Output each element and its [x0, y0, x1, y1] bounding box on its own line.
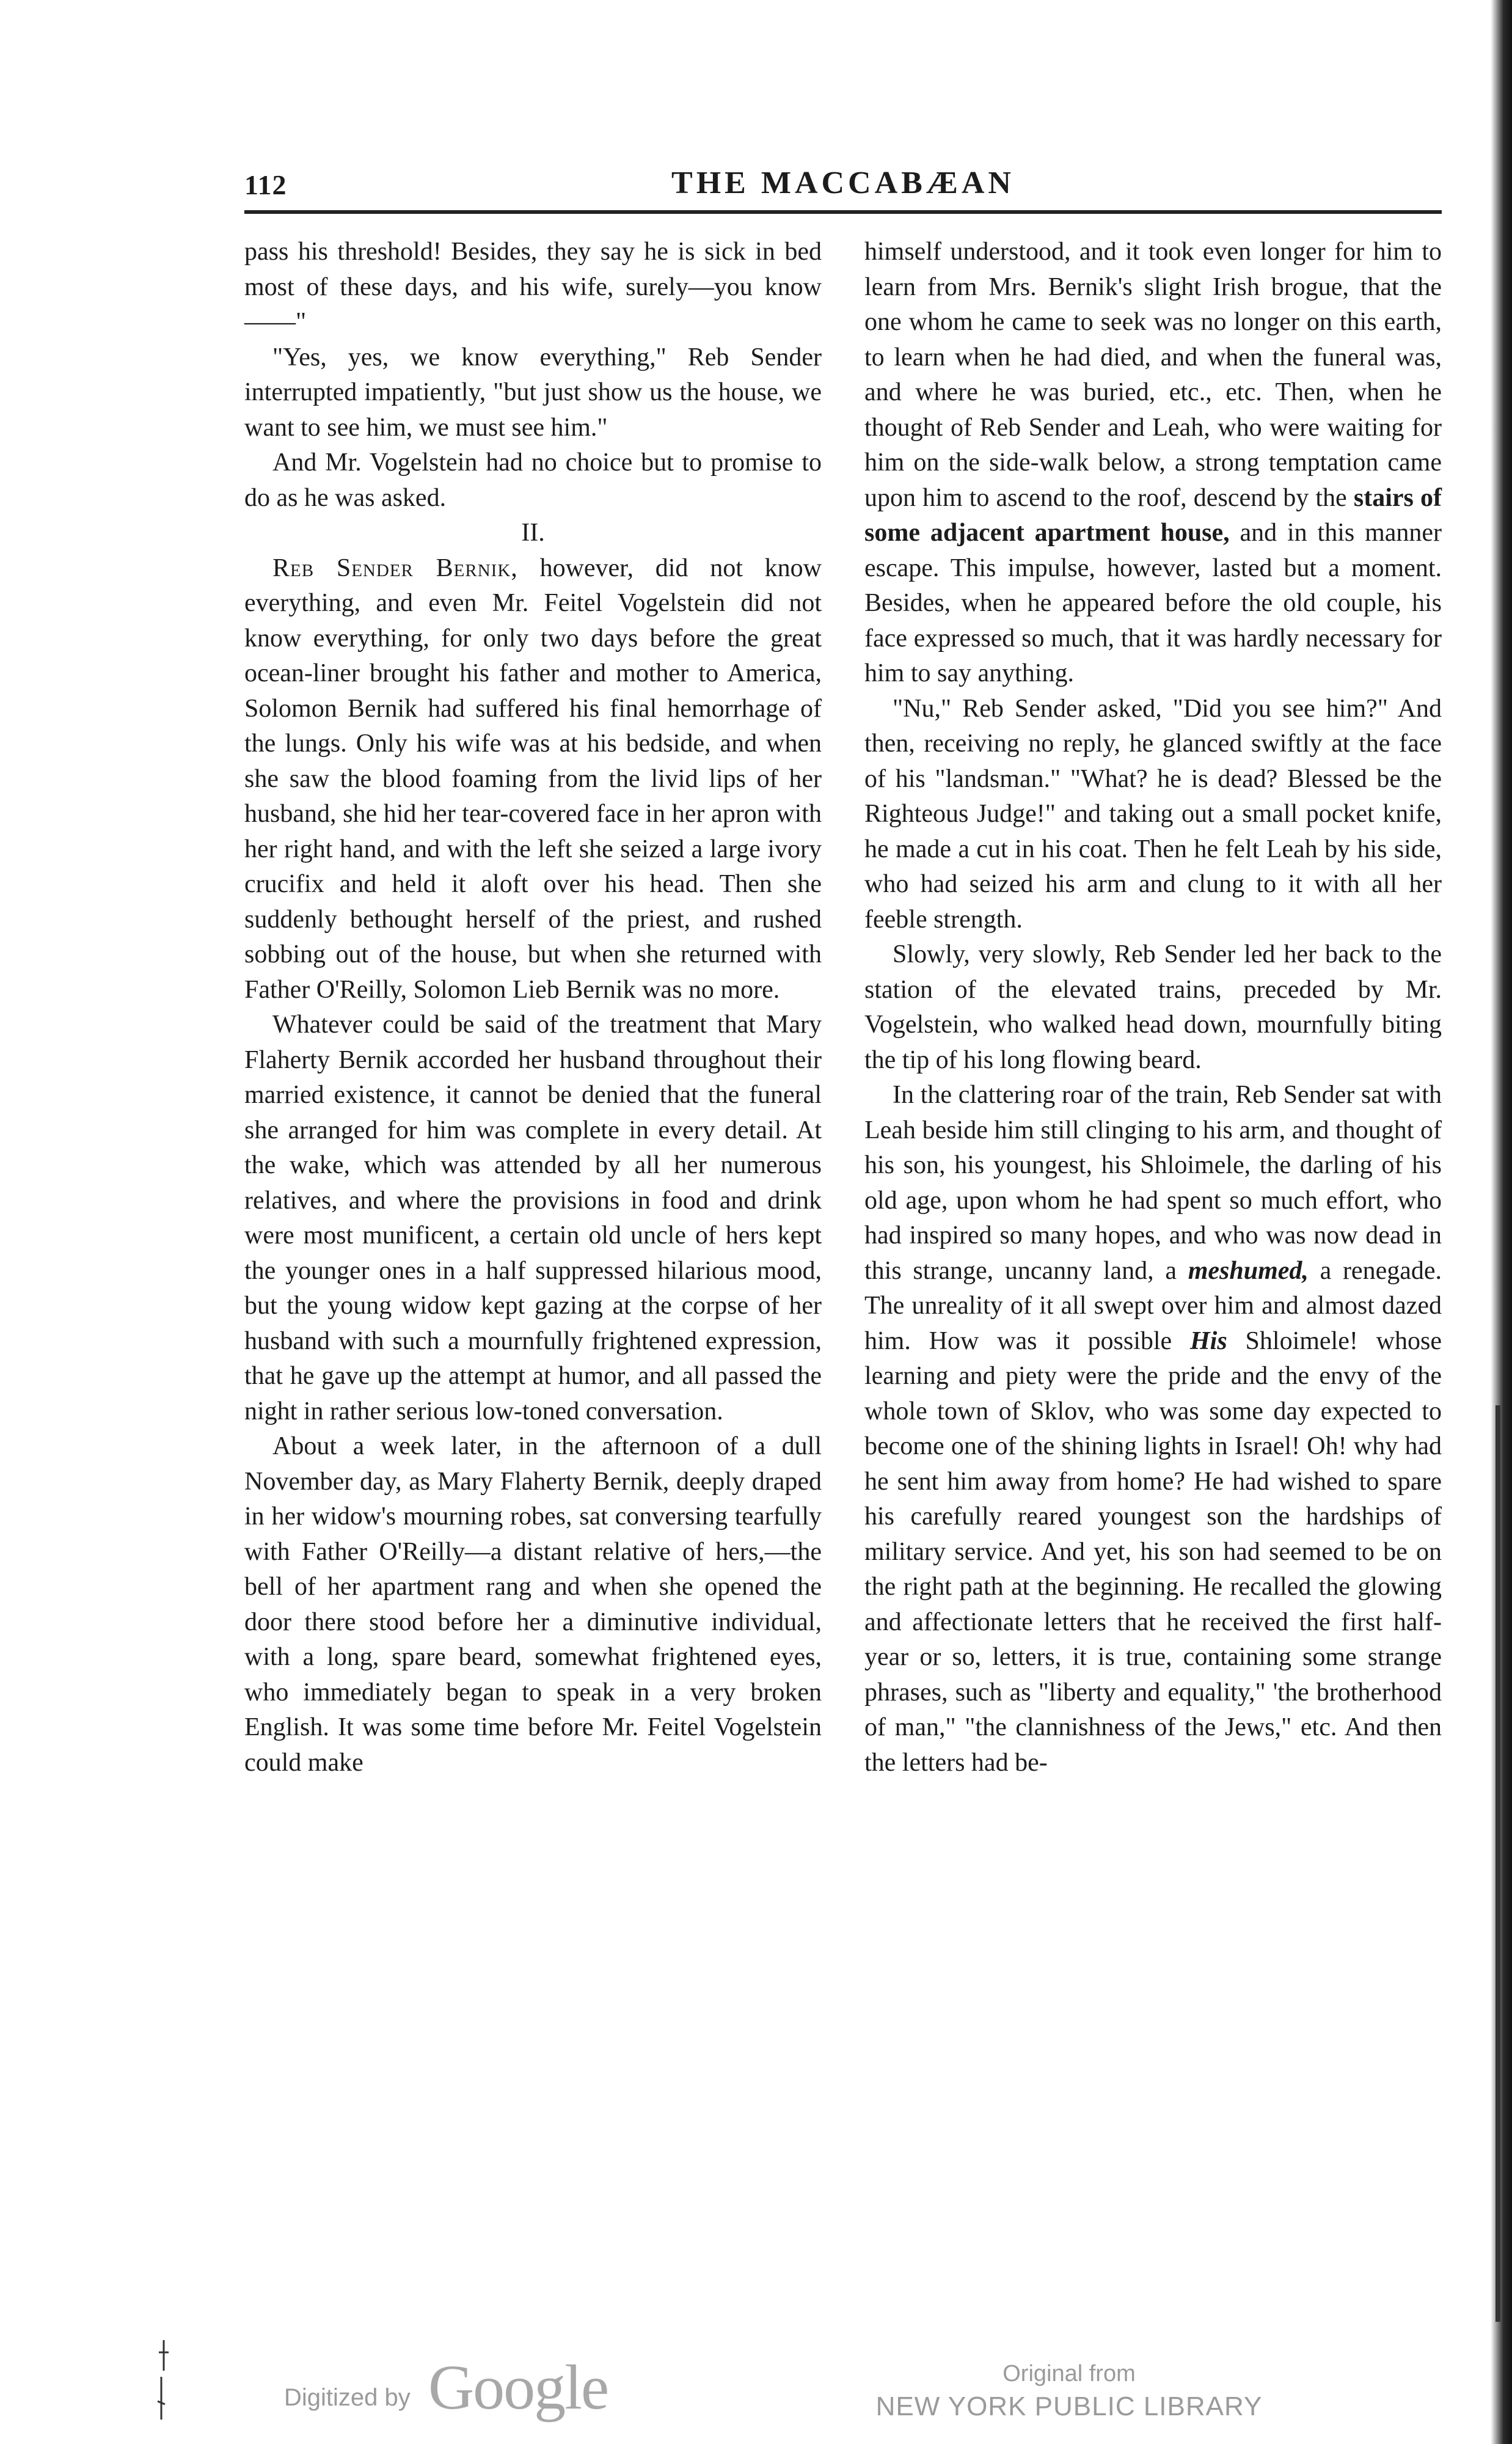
- paragraph: About a week later, in the afternoon of a dull November day, as Mary Flaherty Bernik, deeply draped in her widow's mourning robes, sat conversing tearfully with Father O'Reilly—a distant relative of hers,—the bell of her apartment rang and when she opened the door there stood before her a diminutive individual, with a long, spare beard, somewhat frightened eyes, who immediately began to speak in a very broken English. It was some time before Mr. Feitel Vogelstein could make: [244, 1432, 822, 1777]
- google-logo: Google: [428, 2352, 608, 2423]
- running-title: THE MACCABÆAN: [671, 166, 1015, 200]
- lead-in: Reb Sender Bernik,: [272, 554, 518, 582]
- paragraph: [244, 551, 822, 1008]
- page-edge-stroke: [1496, 1405, 1500, 2322]
- paragraph: "Yes, yes, we know everything," Reb Sender interrupted impatiently, "but just show us the house, we want to see him, we must see him.": [244, 343, 822, 442]
- library-label: NEW YORK PUBLIC LIBRARY: [875, 2391, 1263, 2421]
- paragraph: And Mr. Vogelstein had no choice but to promise to do as he was asked.: [244, 448, 822, 512]
- page-spine-shadow: [1491, 0, 1512, 2444]
- page-number: 112: [244, 169, 287, 200]
- paragraph: [864, 1078, 1442, 1780]
- paragraph: pass his threshold! Besides, they say he is sick in bed most of these days, and his wife, surely—you know——": [244, 238, 822, 336]
- paragraph: "Nu," Reb Sender asked, "Did you see him?" And then, receiving no reply, he glanced swiftly at the face of his "landsman." "What? he is dead? Blessed be the Righteous Judge!" and taking out a small pocket knife, he made a cut in his coat. Then he felt Leah by his side, who had seized his arm and clung to it with all her feeble strength.: [864, 694, 1442, 934]
- italic-word: meshumed,: [1188, 1256, 1309, 1285]
- source-watermark: [837, 2358, 1301, 2424]
- original-from-label: Original from: [1003, 2361, 1136, 2387]
- right-column: [864, 235, 1442, 1780]
- section-number: II.: [521, 519, 545, 547]
- paragraph-text: himself understood, and it took even longer for him to learn from Mrs. Bernik's slight Irish brogue, that the one whom he came to seek was no longer on this earth, to learn when he had died, and when the funeral was, and where he was buried, etc., etc. Then, when he thought of Reb Sender and Leah, who were waiting for him on the side-walk below, a strong temptation came upon him to ascend to the roof, descend by the: [864, 238, 1442, 512]
- header-rule: [244, 210, 1442, 214]
- italic-word: His: [1190, 1326, 1227, 1355]
- left-column: [244, 235, 822, 1780]
- paragraph-text: stairs of some adjacent apartment house,: [864, 483, 1442, 547]
- paragraph: Whatever could be said of the treatment that Mary Flaherty Bernik accorded her husband throughout their married existence, it cannot be denied that the funeral she arranged for him was complete in every detail. At the wake, which was attended by all her numerous relatives, and where the provisions in food and drink were most munificent, a certain old uncle of hers kept the younger ones in a half suppressed hilarious mood, but the young widow kept gazing at the corpse of her husband with such a mournfully frightened expression, that he gave up the attempt at humor, and all passed the night in rather serious low-toned conversation.: [244, 1011, 822, 1425]
- paragraph-text: In the clattering roar of the train, Reb Sender sat with Leah beside him still clinging to his arm, and thought of his son, his youngest, his Shloimele, the darling of his old age, upon whom he had spent so much effort, who had inspired so many hopes, and who was now dead in this strange, uncanny land, a: [864, 1081, 1442, 1285]
- page-header: [244, 165, 1442, 204]
- paragraph-text: a renegade. The unreality of it all swept over him and almost dazed him. How was it possible: [864, 1256, 1442, 1355]
- paragraph: [864, 235, 1442, 692]
- paragraph-text: however, did not know everything, and even Mr. Feitel Vogelstein did not know everything, for only two days before the great ocean-liner brought his father and mother to America, Solomon Bernik had suffered his final hemorrhage of the lungs. Only his wife was at his bedside, and when she saw the blood foaming from the livid lips of her husband, she hid her tear-covered face in her apron with her right hand, and with the left she seized a large ivory crucifix and held it aloft over his head. Then she suddenly bethought herself of the priest, and rushed sobbing out of the house, but when she returned with Father O'Reilly, Solomon Lieb Bernik was no more.: [244, 554, 822, 1004]
- paragraph-text: and in this manner escape. This impulse, however, lasted but a moment. Besides, when he appeared before the old couple, his face expressed so much, that it was hardly necessary for him to say anything.: [864, 519, 1442, 687]
- digitized-label: Digitized by: [284, 2384, 411, 2411]
- paragraph: Slowly, very slowly, Reb Sender led her back to the station of the elevated trains, preceded by Mr. Vogelstein, who walked head down, mournfully biting the tip of his long flowing beard.: [864, 940, 1442, 1074]
- paragraph-text: Shloimele! whose learning and piety were the pride and the envy of the whole town of Sklov, who was some day expected to become one of the shining lights in Israel! Oh! why had he sent him away from home? He had wished to spare his carefully reared youngest son the hardships of military service. And yet, his son had seemed to be on the right path at the beginning. He recalled the glowing and affectionate letters that he received the first half-year or so, letters, it is true, containing some strange phrases, such as "liberty and equality," 'the brotherhood of man," "the clannishness of the Jews," etc. And then the letters had be-: [864, 1326, 1442, 1777]
- page-edge-mark: [153, 2334, 171, 2426]
